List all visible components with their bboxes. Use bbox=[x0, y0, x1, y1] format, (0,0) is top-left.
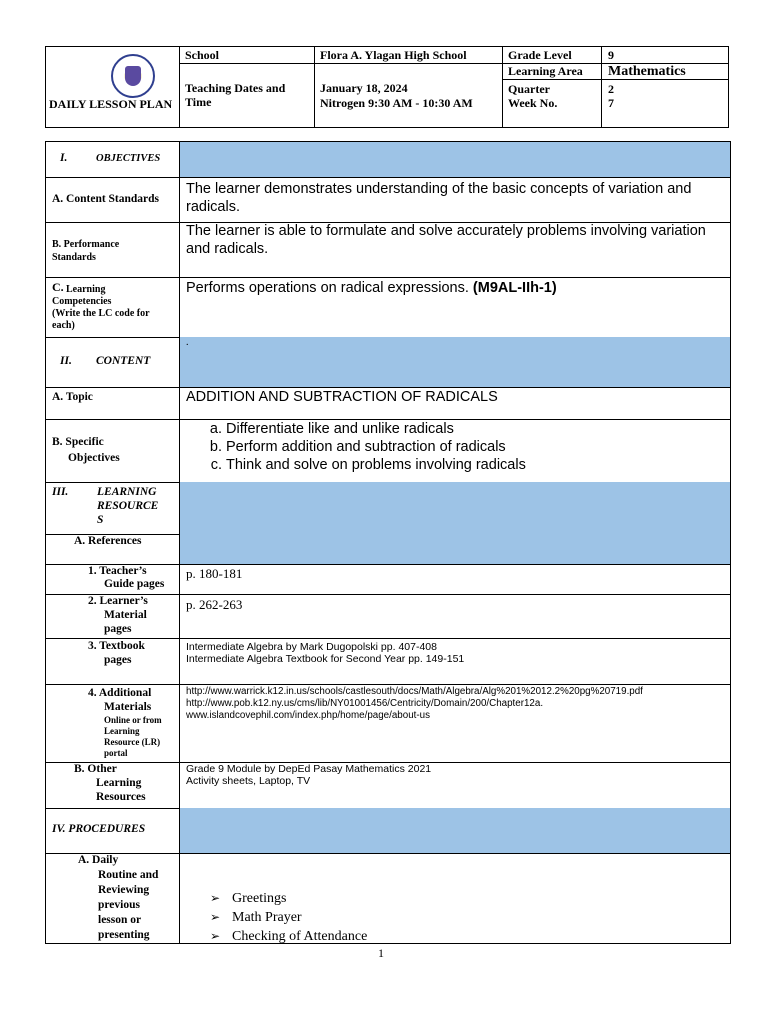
content-standards-text: The learner demonstrates understanding of the basic concepts of variation and radicals. bbox=[186, 181, 692, 215]
daily-label-5: lesson or bbox=[98, 914, 142, 926]
textbook-label-2: pages bbox=[104, 654, 132, 666]
objectives-num: I. bbox=[60, 152, 68, 164]
content-dot: . bbox=[186, 337, 189, 348]
other-resources-row bbox=[46, 762, 730, 809]
objectives-heading-row bbox=[46, 142, 730, 178]
additional-label-1: 4. Additional bbox=[88, 687, 152, 699]
competencies-row bbox=[46, 277, 730, 338]
references-row bbox=[46, 534, 730, 565]
topic-label: A. Topic bbox=[52, 391, 93, 403]
dates-value-1: January 18, 2024 bbox=[320, 81, 408, 95]
school-value: Flora A. Ylagan High School bbox=[320, 48, 467, 62]
list-item: c. Think and solve on problems involving radicals bbox=[226, 456, 526, 474]
textbook-label-1: 3. Textbook bbox=[88, 640, 145, 652]
grade-label: Grade Level bbox=[508, 48, 572, 62]
references-fill bbox=[180, 534, 730, 564]
competency-text-block bbox=[186, 279, 557, 297]
objectives-heading-fill bbox=[180, 142, 730, 177]
performance-standards-text: The learner is able to formulate and solve accurately problems involving variation and radicals. bbox=[186, 223, 706, 257]
resources-heading-1: LEARNING bbox=[97, 486, 157, 498]
textbook-line-1: Intermediate Algebra by Mark Dugopolski pp. 407-408 bbox=[186, 641, 437, 653]
additional-label-4: Learning bbox=[104, 726, 140, 736]
resources-heading-fill bbox=[180, 482, 730, 534]
quarter-value: 2 bbox=[608, 82, 614, 96]
competency-label-1: Learning bbox=[66, 284, 106, 295]
learner-label-2: Material bbox=[104, 609, 147, 621]
content-num: II. bbox=[60, 355, 72, 367]
performance-label-2: Standards bbox=[52, 252, 96, 263]
additional-link-3[interactable]: www.islandcovephil.com/index.php/home/page/about-us bbox=[186, 710, 430, 721]
daily-routine-row bbox=[46, 853, 730, 944]
textbook-line-2: Intermediate Algebra Textbook for Second Year pp. 149-151 bbox=[186, 653, 465, 665]
resources-heading-row bbox=[46, 482, 730, 535]
school-label: School bbox=[185, 48, 220, 62]
other-label-1: B. Other bbox=[74, 763, 117, 775]
teacher-label-1: 1. Teacher’s bbox=[88, 565, 147, 577]
teacher-label-2: Guide pages bbox=[104, 578, 165, 590]
page-number: 1 bbox=[378, 946, 384, 960]
list-item: a. Differentiate like and unlike radicals bbox=[226, 420, 526, 438]
daily-label-6: presenting bbox=[98, 929, 150, 941]
competency-text: Performs operations on radical expressions. bbox=[186, 280, 469, 296]
competency-label-2: Competencies bbox=[52, 296, 112, 307]
topic-text: ADDITION AND SUBTRACTION OF RADICALS bbox=[186, 389, 498, 405]
additional-link-2[interactable]: http://www.pob.k12.ny.us/cms/lib/NY01001456/Centricity/Domain/200/Chapter12a. bbox=[186, 698, 544, 709]
school-seal-icon bbox=[111, 54, 155, 98]
dates-label-2: Time bbox=[185, 95, 212, 109]
grade-value: 9 bbox=[608, 48, 614, 62]
list-item: ➢ Greetings bbox=[210, 889, 367, 908]
other-line-1: Grade 9 Module by DepEd Pasay Mathematics 2021 bbox=[186, 763, 432, 775]
list-item: ➢ Checking of Attendance bbox=[210, 927, 367, 946]
daily-label-3: Reviewing bbox=[98, 884, 150, 896]
list-item: b. Perform addition and subtraction of radicals bbox=[226, 438, 526, 456]
lesson-table bbox=[45, 141, 731, 944]
additional-label-6: portal bbox=[104, 748, 128, 758]
dates-value-2: Nitrogen 9:30 AM - 10:30 AM bbox=[320, 96, 473, 110]
content-standards-row bbox=[46, 177, 730, 223]
competency-label-3: (Write the LC code for bbox=[52, 308, 150, 319]
competency-code: (M9AL-IIh-1) bbox=[472, 280, 557, 296]
content-heading: CONTENT bbox=[96, 355, 151, 367]
other-label-3: Resources bbox=[96, 791, 146, 803]
plan-title: DAILY LESSON PLAN bbox=[49, 97, 173, 111]
learner-label-3: pages bbox=[104, 623, 132, 635]
learner-material-row bbox=[46, 594, 730, 639]
references-label: A. References bbox=[74, 535, 142, 547]
performance-label-1: B. Performance bbox=[52, 239, 120, 250]
additional-materials-row bbox=[46, 684, 730, 763]
dates-label-1: Teaching Dates and bbox=[185, 81, 286, 95]
area-label: Learning Area bbox=[508, 64, 583, 78]
daily-label-4: previous bbox=[98, 899, 140, 911]
additional-label-2: Materials bbox=[104, 701, 152, 713]
other-line-2: Activity sheets, Laptop, TV bbox=[186, 775, 311, 787]
performance-standards-row bbox=[46, 222, 730, 278]
objectives-heading: OBJECTIVES bbox=[96, 153, 161, 164]
procedures-heading-row bbox=[46, 808, 730, 854]
specific-label-2: Objectives bbox=[68, 452, 120, 464]
textbook-row bbox=[46, 638, 730, 685]
daily-routine-list bbox=[210, 889, 367, 946]
resources-num: III. bbox=[52, 486, 69, 498]
additional-link-1[interactable]: http://www.warrick.k12.in.us/schools/castlesouth/docs/Math/Algebra/Alg%201%2012.2%20pg%20719.pdf bbox=[186, 686, 643, 697]
content-heading-row bbox=[46, 337, 730, 388]
procedures-heading: IV. PROCEDURES bbox=[52, 823, 146, 835]
competency-label-4: each) bbox=[52, 320, 75, 331]
daily-label-2: Routine and bbox=[98, 869, 159, 881]
teacher-text: p. 180-181 bbox=[186, 566, 243, 581]
quarter-label: Quarter bbox=[508, 82, 550, 96]
learner-label-1: 2. Learner’s bbox=[88, 595, 148, 607]
teacher-guide-row bbox=[46, 564, 730, 595]
daily-label-1: A. Daily bbox=[78, 854, 119, 866]
resources-heading-3: S bbox=[97, 514, 104, 526]
procedures-heading-fill bbox=[180, 808, 730, 853]
list-item: ➢ Math Prayer bbox=[210, 908, 367, 927]
week-label: Week No. bbox=[508, 96, 558, 110]
resources-heading-2: RESOURCE bbox=[97, 500, 159, 512]
specific-objectives-list bbox=[180, 420, 526, 474]
learner-text: p. 262-263 bbox=[186, 597, 243, 612]
specific-label-1: B. Specific bbox=[52, 436, 104, 448]
additional-label-5: Resource (LR) bbox=[104, 737, 161, 747]
content-standards-label: A. Content Standards bbox=[52, 193, 160, 205]
topic-row bbox=[46, 387, 730, 420]
week-value: 7 bbox=[608, 96, 614, 110]
header-table bbox=[45, 46, 729, 128]
other-label-2: Learning bbox=[96, 777, 142, 789]
additional-label-3: Online or from bbox=[104, 715, 162, 725]
area-value: Mathematics bbox=[608, 64, 686, 79]
competency-label-c: C. bbox=[52, 280, 64, 294]
specific-objectives-row bbox=[46, 419, 730, 483]
